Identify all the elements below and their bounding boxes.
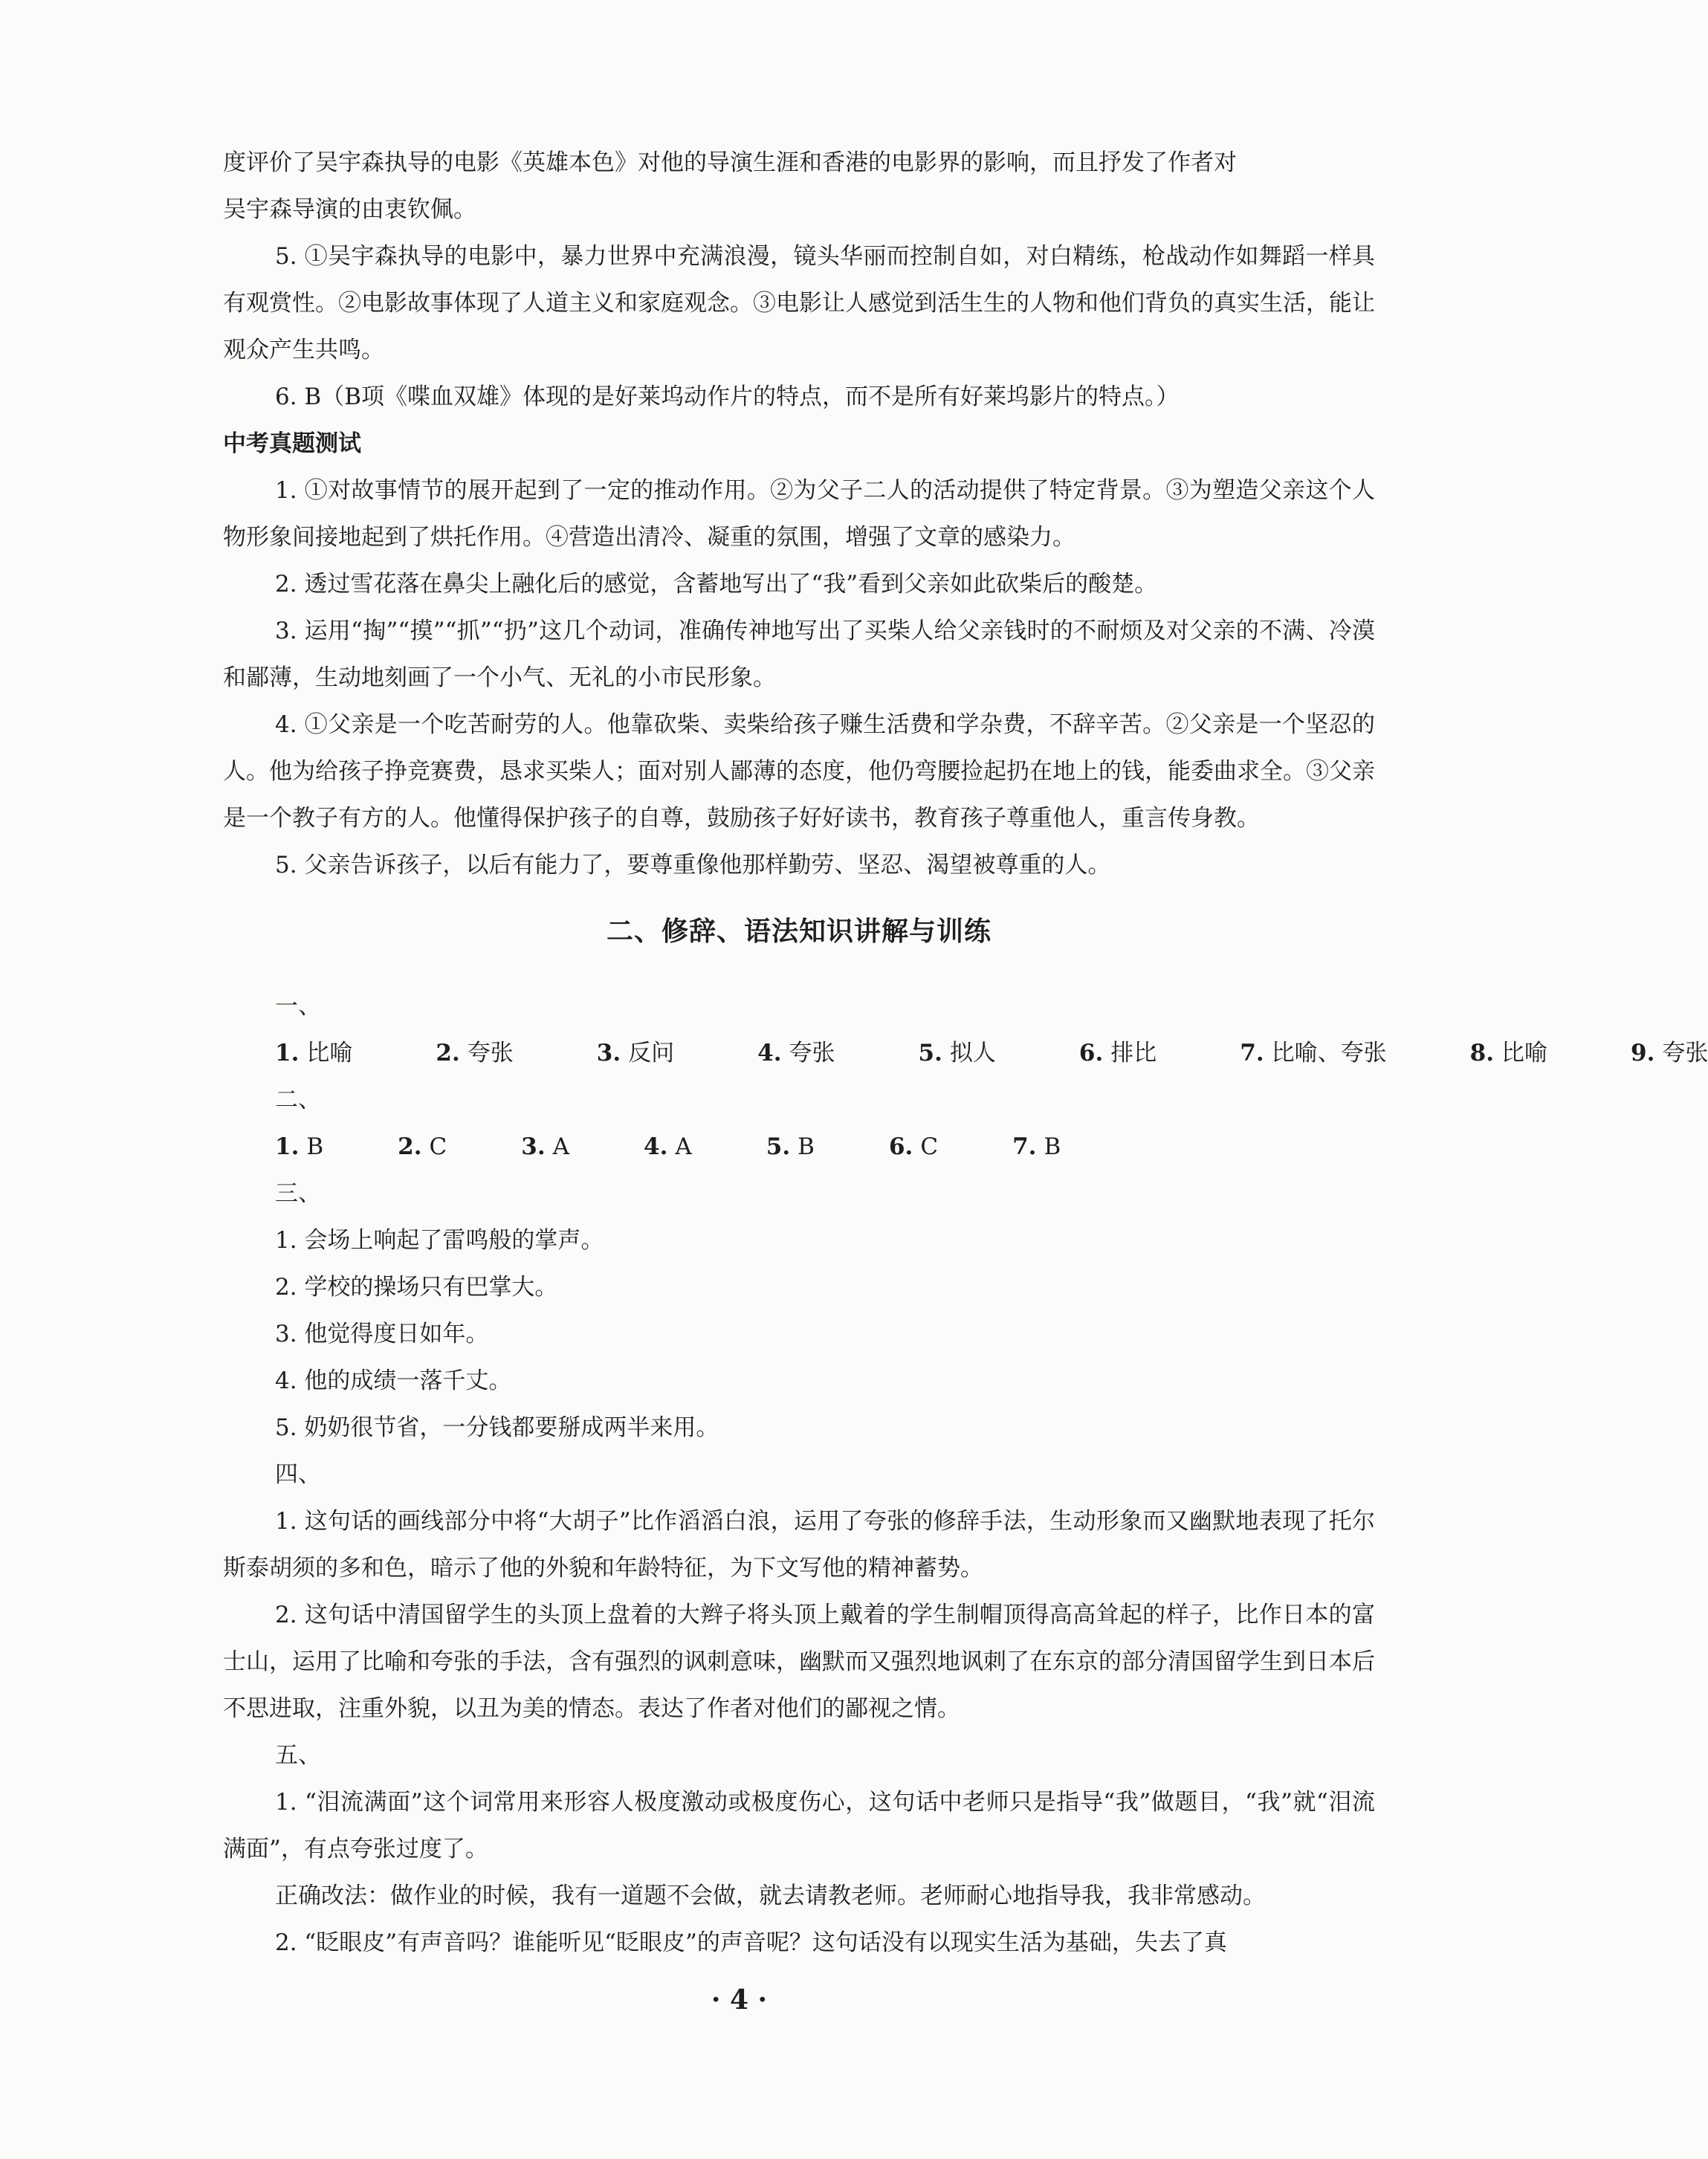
- answer-item: 5. 奶奶很节省，一分钱都要掰成两半来用。: [275, 1414, 719, 1441]
- answer-item: 2. 透过雪花落在鼻尖上融化后的感觉，含蓄地写出了“我”看到父亲如此砍柴后的酸楚。: [275, 571, 1158, 598]
- answer-cell: 2. C: [398, 1133, 447, 1160]
- section-title: 二、修辞、语法知识讲解与训练: [606, 916, 992, 947]
- part-label: 三、: [275, 1180, 321, 1207]
- answer-item: 4. 他的成绩一落千丈。: [275, 1367, 512, 1394]
- answer-item: 1. “泪流满面”这个词常用来形容人极度激动或极度伤心，这句话中老师只是指导“我”做题目，“我”就“泪流满面”，有点夸张过度了。: [223, 1789, 1375, 1862]
- answer-cell: 5. 拟人: [918, 1040, 996, 1066]
- answer-cell: 1. B: [275, 1133, 324, 1160]
- answer-item: 2. 这句话中清国留学生的头顶上盘着的大辫子将头顶上戴着的学生制帽顶得高高耸起的样子，比作日本的富士山，运用了比喻和夸张的手法，含有强烈的讽刺意味，幽默而又强烈地讽刺了在东京的部分清国留学生到日本后不思进取，注重外貌，以丑为美的情态。表达了作者对他们的鄙视之情。: [223, 1602, 1375, 1722]
- answer-item: 1. 会场上响起了雷鸣般的掌声。: [275, 1227, 604, 1254]
- answer-cell: 7. B: [1012, 1133, 1061, 1160]
- answer-item: 1. 这句话的画线部分中将“大胡子”比作滔滔白浪，运用了夸张的修辞手法，生动形象而又幽默地表现了托尔斯泰胡须的多和色，暗示了他的外貌和年龄特征，为下文写他的精神蓄势。: [223, 1508, 1375, 1582]
- correction-text: 正确改法：做作业的时候，我有一道题不会做，就去请教老师。老师耐心地指导我，我非常感动。: [275, 1883, 1266, 1909]
- answer-item: 6. B（B项《喋血双雄》体现的是好莱坞动作片的特点，而不是所有好莱坞影片的特点。）: [275, 383, 1180, 410]
- answer-cell: 4. A: [644, 1133, 692, 1160]
- page-number: · 4 ·: [711, 1984, 768, 2016]
- part-label: 一、: [275, 993, 321, 1020]
- answer-item: 3. 他觉得度日如年。: [275, 1321, 489, 1347]
- text-line: 吴宇森导演的由衷钦佩。: [223, 196, 476, 223]
- answer-cell: 3. A: [521, 1133, 570, 1160]
- answer-cell: 4. 夸张: [757, 1040, 835, 1066]
- answer-item: 2. “眨眼皮”有声音吗？谁能听见“眨眼皮”的声音呢？这句话没有以现实生活为基础，失去了真: [275, 1929, 1227, 1956]
- answer-cell: 8. 比喻: [1469, 1040, 1547, 1066]
- answer-row-part2: [223, 1124, 1375, 1171]
- answer-cell: 9. 夸张: [1631, 1040, 1708, 1066]
- answer-row-part1: [223, 1030, 1708, 1077]
- section-heading-zhongkao: 中考真题测试: [223, 430, 361, 457]
- part-label: 四、: [275, 1461, 321, 1488]
- answer-item: 5. 父亲告诉孩子，以后有能力了，要尊重像他那样勤劳、坚忍、渴望被尊重的人。: [275, 852, 1111, 878]
- answer-cell: 7. 比喻、夸张: [1240, 1040, 1387, 1066]
- answer-cell: 3. 反问: [596, 1040, 675, 1066]
- part-label: 二、: [275, 1087, 321, 1113]
- answer-cell: 2. 夸张: [436, 1040, 514, 1066]
- answer-item: 5. ①吴宇森执导的电影中，暴力世界中充满浪漫，镜头华丽而控制自如，对白精练，枪战动作如舞蹈一样具有观赏性。②电影故事体现了人道主义和家庭观念。③电影让人感觉到活生生的人物和他们背负的真实生活，能让观众产生共鸣。: [223, 243, 1375, 363]
- answer-cell: 6. C: [888, 1133, 939, 1160]
- answer-cell: 6. 排比: [1078, 1040, 1157, 1066]
- page-content: [223, 140, 1708, 1967]
- part-label: 五、: [275, 1742, 321, 1769]
- text-line: 度评价了吴宇森执导的电影《英雄本色》对他的导演生涯和香港的电影界的影响，而且抒发了作者对: [223, 149, 1237, 176]
- answer-item: 1. ①对故事情节的展开起到了一定的推动作用。②为父子二人的活动提供了特定背景。③为塑造父亲这个人物形象间接地起到了烘托作用。④营造出清冷、凝重的氛围，增强了文章的感染力。: [223, 477, 1375, 551]
- answer-item: 2. 学校的操场只有巴掌大。: [275, 1274, 558, 1301]
- answer-item: 3. 运用“掏”“摸”“抓”“扔”这几个动词，准确传神地写出了买柴人给父亲钱时的不耐烦及对父亲的不满、冷漠和鄙薄，生动地刻画了一个小气、无礼的小市民形象。: [223, 618, 1375, 691]
- answer-item: 4. ①父亲是一个吃苦耐劳的人。他靠砍柴、卖柴给孩子赚生活费和学杂费，不辞辛苦。②父亲是一个坚忍的人。他为给孩子挣竞赛费，恳求买柴人；面对别人鄙薄的态度，他仍弯腰捡起扔在地上的钱，能委曲求全。③父亲是一个教子有方的人。他懂得保护孩子的自尊，鼓励孩子好好读书，教育孩子尊重他人，重言传身教。: [223, 711, 1375, 832]
- answer-cell: 1. 比喻: [275, 1040, 353, 1066]
- answer-cell: 5. B: [766, 1133, 815, 1160]
